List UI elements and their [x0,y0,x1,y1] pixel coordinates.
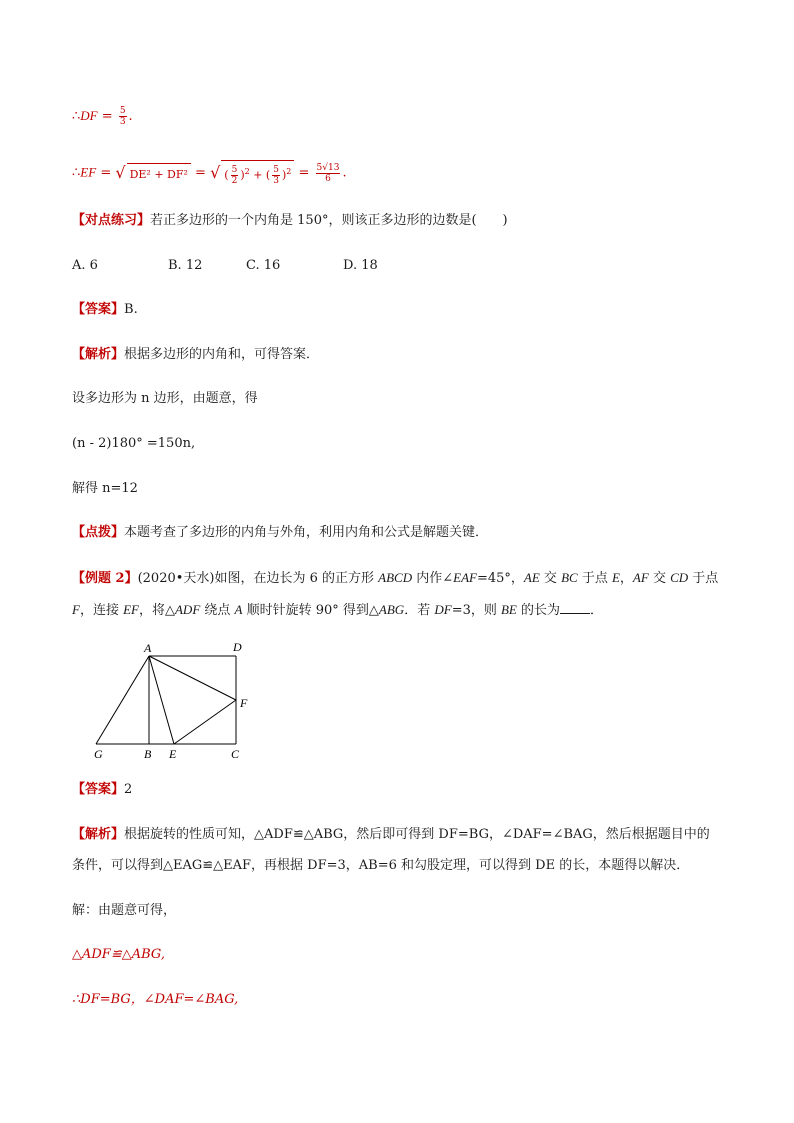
therefore-symbol: ∴ [72,165,81,181]
segment-af [149,656,236,700]
sqrt-icon: √ [210,163,221,183]
option-b: B. 12 [168,258,203,273]
example-2-line-1: 【例题 2】(2020•天水)如图，在边长为 6 的正方形 ABCD 内作∠EAF=45°，AE 交 BC 于点 E，AF 交 CD 于点 [72,570,719,586]
ef-result-line: ∴EF = √ DE² + DF² = √ ( $\frac{5}{2}$ )$^2$ + ( $\frac{5}{3}$ )$^2$ = $\frac{5√13}{6}$ . [72,160,734,186]
solution-2-line-1: 解：由题意可得， [72,903,177,918]
df-result-line: ∴DF = $\frac{5}{3}$ . [72,106,133,127]
df-label: DF [80,108,98,123]
label-d: D [233,640,242,654]
label-c: C [231,747,240,761]
practice-tag: 【对点练习】 [72,213,151,228]
solution-1-line-1: 设多边形为 n 边形，由题意，得 [72,391,258,406]
solution-1-line-2: (n - 2)180° =150n, [72,436,196,451]
sqrt-expression-1: DE² + DF² [127,163,191,184]
solution-1-line-3: 解得 n=12 [72,481,138,496]
option-c: C. 16 [246,258,281,273]
option-a: A. 6 [72,258,98,273]
practice-options [72,257,734,275]
solution-2-line-2: △ADF≌△ABG, [72,947,165,962]
answer-1: 【答案】B. [72,302,138,317]
equals-sign: = [101,109,113,124]
option-d: D. 18 [343,258,378,273]
segment-ef [174,700,236,744]
example-tag: 【例题 2】 [72,571,138,586]
answer-2: 【答案】2 [72,782,133,797]
sqrt-icon: √ [115,163,126,183]
segment-ae [149,656,174,744]
segment-ag [96,656,149,744]
analysis-2-line-2: 条件，可以得到△EAG≌△EAF，再根据 DF=3，AB=6 和勾股定理，可以得到 DE 的长，本题得以解决． [72,858,690,873]
label-g: G [94,747,103,761]
practice-question [72,212,734,230]
label-b: B [144,747,152,761]
therefore-symbol: ∴ [72,109,81,124]
ef-label: EF [80,164,97,180]
square-rotation-figure [85,636,260,764]
label-e: E [169,747,177,761]
analysis-2-line-1: 【解析】根据旋转的性质可知，△ADF≌△ABG，然后即可得到 DF=BG，∠DAF=∠BAG，然后根据题目中的 [72,827,710,842]
analysis-1: 【解析】根据多边形的内角和，可得答案． [72,347,320,362]
ef-result-fraction: $\frac{5√13}{6}$ [316,162,340,184]
tip: 【点拨】本题考查了多边形的内角与外角，利用内角和公式是解题关键． [72,525,489,540]
example-2-line-2: F，连接 EF，将△ADF 绕点 A 顺时针旋转 90° 得到△ABG．若 DF=3，则 BE 的长为 ． [72,602,604,618]
label-f: F [240,696,248,710]
label-a: A [144,641,152,655]
practice-text: 若正多边形的一个内角是 150°，则该正多边形的边数是( ) [150,213,508,228]
solution-2-line-3: ∴DF=BG，∠DAF=∠BAG, [72,992,239,1007]
df-fraction: $\frac{5}{3}$ [119,106,126,127]
answer-blank[interactable] [560,601,590,614]
sqrt-expression-2: ( $\frac{5}{2}$ )$^2$ + ( $\frac{5}{3}$ )$^2$ [221,160,294,186]
